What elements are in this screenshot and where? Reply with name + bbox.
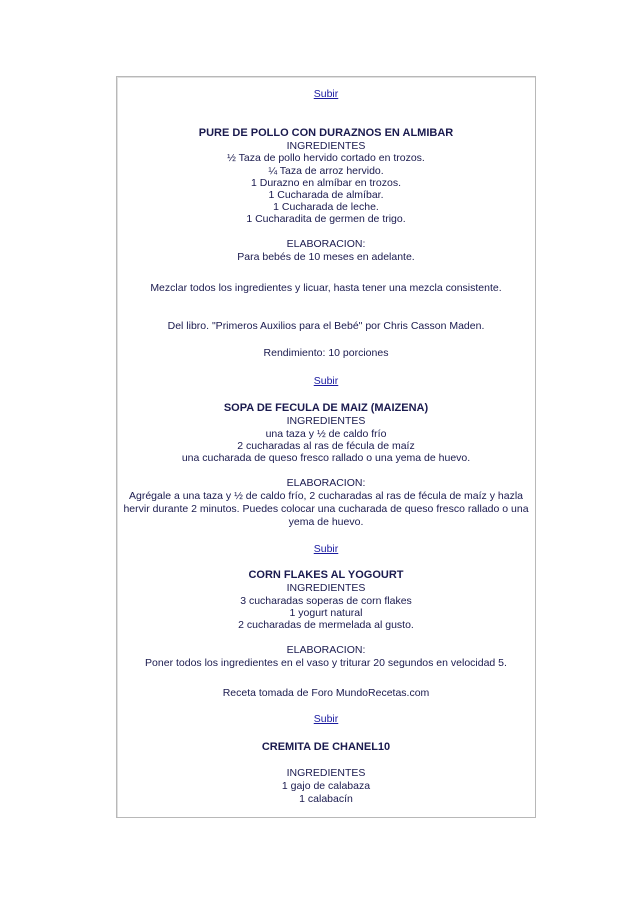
elaboration-text: Poner todos los ingredientes en el vaso y triturar 20 segundos en velocidad 5. (145, 657, 507, 669)
recipe-title: PURE DE POLLO CON DURAZNOS EN ALMIBAR (198, 127, 454, 139)
ingredient-item: 1 Durazno en almíbar en trozos. (251, 177, 401, 189)
ingredient-item: 1 gajo de calabaza (281, 780, 371, 792)
elaboration-text: Para bebés de 10 meses en adelante. (237, 251, 415, 263)
ingredient-item: 1 yogurt natural (289, 607, 363, 619)
elaboration-heading: ELABORACION: (286, 644, 366, 656)
ingredient-item: ¼ Taza de arroz hervido. (268, 165, 384, 177)
source-note: Receta tomada de Foro MundoRecetas.com (222, 687, 430, 699)
ingredients-heading: INGREDIENTES (286, 767, 366, 779)
ingredient-item: 1 Cucharada de leche. (273, 201, 379, 213)
elaboration-text: Agrégale a una taza y ½ de caldo frío, 2 cucharadas al ras de fécula de maíz y hazla hervir durante 2 minutos. Puedes colocar una cucharada de queso fresco rallado o una yema de huevo. (123, 490, 529, 528)
yield-note: Rendimiento: 10 porciones (263, 347, 389, 359)
ingredients-heading: INGREDIENTES (286, 415, 366, 427)
recipe-title: SOPA DE FECULA DE MAIZ (MAIZENA) (223, 402, 429, 414)
ingredient-item: ½ Taza de pollo hervido cortado en trozos. (227, 152, 425, 164)
ingredient-item: 2 cucharadas al ras de fécula de maíz (237, 440, 415, 452)
ingredient-item: 2 cucharadas de mermelada al gusto. (238, 619, 414, 631)
subir-link[interactable]: Subir (313, 375, 339, 387)
ingredient-item: 1 Cucharadita de germen de trigo. (246, 213, 406, 225)
ingredients-heading: INGREDIENTES (286, 140, 366, 152)
ingredients-heading: INGREDIENTES (286, 582, 366, 594)
recipe-title: CREMITA DE CHANEL10 (261, 741, 391, 753)
elaboration-heading: ELABORACION: (286, 238, 366, 250)
ingredient-item: 3 cucharadas soperas de corn flakes (240, 595, 412, 607)
elaboration-heading: ELABORACION: (286, 477, 366, 489)
subir-link[interactable]: Subir (313, 88, 339, 100)
ingredient-item: 1 Cucharada de almíbar. (268, 189, 384, 201)
elaboration-text: Mezclar todos los ingredientes y licuar, hasta tener una mezcla consistente. (150, 282, 502, 294)
subir-link[interactable]: Subir (313, 713, 339, 725)
subir-link[interactable]: Subir (313, 543, 339, 555)
source-note: Del libro. "Primeros Auxilios para el Bebé" por Chris Casson Maden. (167, 320, 485, 332)
ingredient-item: una cucharada de queso fresco rallado o una yema de huevo. (181, 452, 471, 464)
recipe-title: CORN FLAKES AL YOGOURT (248, 569, 404, 581)
ingredient-item: una taza y ½ de caldo frío (265, 428, 387, 440)
ingredient-item: 1 calabacín (299, 793, 353, 805)
